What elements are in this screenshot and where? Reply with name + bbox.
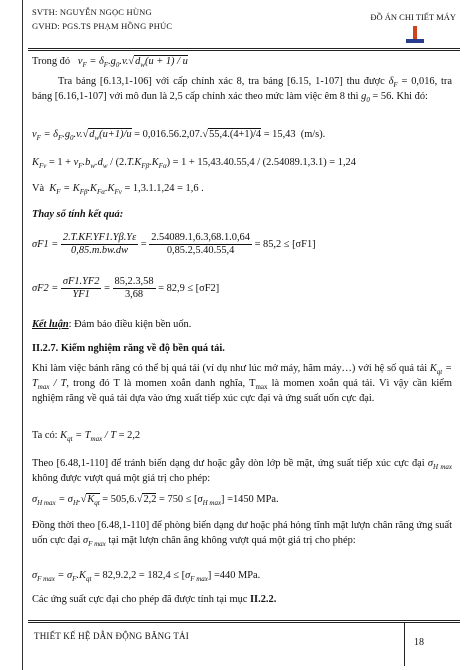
paragraph-table-lookup: Tra bảng [6.13,1-106] với cấp chính xác 8, tra bảng [6.15, 1-107] thu được $\delta_F = 0,016$, tra bảng [6.16,1-107] với mô đun là 2,5 cấp chính xác theo mức làm việc êm 8 thì $g_0 = 56$. Khi đó: [32, 76, 453, 105]
conclusion-line [32, 319, 452, 331]
line-vf-definition [32, 56, 452, 68]
paragraph-reference: Các ứng suất cực đại cho phép đã được tính tại mục II.2.2. [32, 594, 277, 605]
header-logo [404, 26, 426, 44]
header-advisor: GVHD: PGS.TS PHẠM HỒNG PHÚC [32, 21, 173, 31]
page-number: 18 [414, 637, 424, 648]
header-student: SVTH: NGUYỄN NGỌC HÙNG [32, 7, 152, 17]
paragraph-overload: Khi làm việc bánh răng có thể bị quá tải (ví dụ như lúc mở máy, hãm máy…) với hệ số quá tải $K_{qt} = T_{max} / T$, trong đó T là momen xoắn danh nghĩa, $T_{max}$ là momen xoắn quá tải. Vì vậy cần kiểm nghiệm răng về quá tải dựa vào ứng xuất tiếp xúc cực đại và ứng suất uốn cực đại. [32, 363, 453, 404]
footer-title: THIẾT KẾ HỆ DẪN ĐỘNG BĂNG TẢI [34, 631, 189, 641]
equation-kqt: Ta có: $K_{qt} = T_{max} / T = 2,2$ [32, 430, 141, 444]
formula-kf: $K_F = K_{F\beta}.K_{F\alpha}.K_{Fv} = 1,3.1.1,24 = 1,6$ . [49, 183, 204, 197]
header-doc-title: ĐỒ ÁN CHI TIẾT MÁY [370, 12, 456, 22]
equation-sigma-f2: σF2 = $\frac{\sigma F1.YF2}{YF1}$ = $\frac{85,2.3,58}{3,68}$ = 82,9 ≤ [σF2] [32, 276, 220, 300]
page-header [32, 5, 456, 45]
paragraph-contact-stress: Theo [6.48,1-110] để tránh biến dạng dư hoặc gẫy dòn lớp bề mặt, ứng suất tiếp xúc cực đại $\sigma_{H max}$ không được vượt quá một giá trị cho phép: [32, 458, 452, 484]
equation-vf: $v_F = \delta_F.g_0.v.√d_w(u+1)/u = 0,016.56.2,07.√55,4.(4+1)/4 = 15,43$ (m/s). [32, 129, 326, 143]
header-rule [28, 48, 460, 49]
equation-sigma-fmax: $\sigma_{F max} = \sigma_F.K_{qt} = 82,9.2,2 = 182,4 \le [\sigma_{F max}] =440$ MPa. [32, 570, 261, 584]
formula-vf-definition: $v_F = \delta_F.g_0.v.√d_w(u + 1) / u$ [77, 56, 188, 70]
footer-rule [28, 620, 460, 621]
page-border-left [22, 0, 23, 670]
equation-sigma-f1: σF1 = $\frac{2.T.KF.YF1.Y\beta.Y\varepsilon}{0,85.m.bw.dw}$ = $\frac{2.54089.1,6.3,68.1.0,64}{0,85.2,5.40.55,4}$ = 85,2 ≤ [σF1] [32, 232, 316, 256]
label-va: Và [32, 183, 45, 194]
section-title: II.2.7. Kiểm nghiệm răng về độ bền quá tải. [32, 343, 225, 354]
conclusion-label: Kết luận [32, 319, 69, 330]
footer-rule-secondary [28, 622, 460, 623]
label-trong-do: Trong đó [32, 56, 71, 67]
paragraph-bending-stress: Đồng thời theo [6.48,1-110] để phòng biến dạng dư hoặc phá hỏng tĩnh mặt lượn chân răng ứng suất uốn cực đại $\sigma_{F max}$ tại mặt lượn chân ăng không vượt quá một giá trị cho phép: [32, 520, 452, 549]
equation-sigma-hmax: $\sigma_{H max} = \sigma_H.√K_{qt} = 505,6.√2,2 = 750 \le [\sigma_{H max}] =1450$ MPa. [32, 494, 279, 508]
header-rule-secondary [28, 50, 460, 51]
conclusion-text: : Đảm bảo điều kiện bền uốn. [68, 319, 192, 330]
equation-kf [32, 183, 452, 195]
equation-kfv: $K_{Fv} = 1 + v_F.b_w.d_w / (2.T.K_{F\beta}.K_{F\alpha}) = 1 + 15,43.40.55,4 / (2.54089.1,3.1) = 1,24$ [32, 157, 356, 171]
results-heading: Thay số tính kết quả: [32, 209, 124, 220]
